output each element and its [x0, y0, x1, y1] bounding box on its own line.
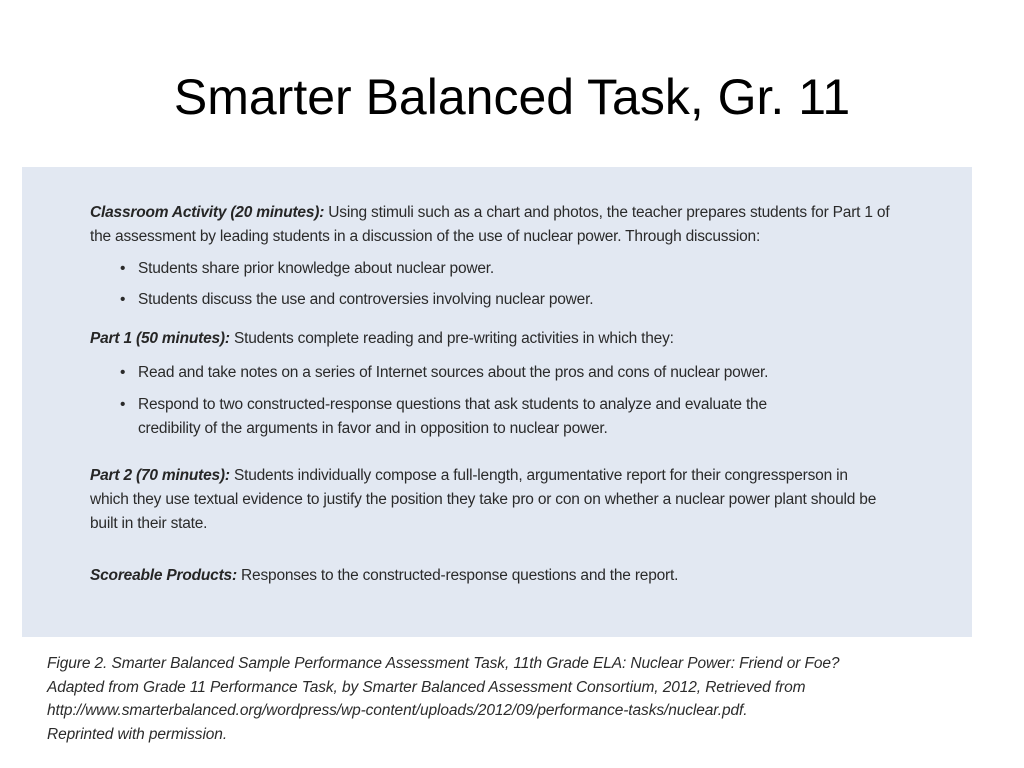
- part1-text: Students complete reading and pre-writing activities in which they:: [229, 330, 674, 347]
- slide-title: Smarter Balanced Task, Gr. 11: [173, 69, 851, 125]
- part2-paragraph: [90, 464, 880, 536]
- bullet-icon: •: [120, 364, 126, 381]
- caption-line: Figure 2. Smarter Balanced Sample Performance Assessment Task, 11th Grade ELA: Nuclear Power: Friend or Foe?: [47, 655, 840, 672]
- bullet-icon: •: [120, 396, 126, 413]
- bullet-text: Students share prior knowledge about nuclear power.: [138, 260, 495, 277]
- part1-label: Part 1 (50 minutes):: [90, 330, 230, 347]
- bullet-text: Respond to two constructed-response questions that ask students to analyze and evaluate the credibility of the arguments in favor and in opposition to nuclear power.: [138, 396, 767, 437]
- list-item: [90, 393, 830, 441]
- classroom-activity-bullets: [90, 257, 920, 312]
- list-item: [90, 288, 920, 312]
- classroom-activity-text: Using stimuli such as a chart and photos, the teacher prepares students for Part 1 of the assessment by leading students in a discussion of the use of nuclear power. Through discussion:: [90, 204, 890, 245]
- bullet-icon: •: [120, 291, 126, 308]
- figure-caption: [47, 652, 987, 746]
- bullet-icon: •: [120, 260, 126, 277]
- bullet-text: Students discuss the use and controversies involving nuclear power.: [138, 291, 594, 308]
- part1-bullets: [90, 361, 830, 441]
- bullet-text: Read and take notes on a series of Internet sources about the pros and cons of nuclear power.: [138, 364, 769, 381]
- list-item: [90, 257, 920, 281]
- scoreable-products-paragraph: [90, 564, 920, 588]
- part2-label: Part 2 (70 minutes):: [90, 467, 230, 484]
- classroom-activity-label: Classroom Activity (20 minutes):: [90, 204, 325, 221]
- scoreable-products-label: Scoreable Products:: [90, 567, 237, 584]
- classroom-activity-paragraph: [90, 201, 912, 249]
- list-item: [90, 361, 830, 385]
- scoreable-products-text: Responses to the constructed-response questions and the report.: [236, 567, 679, 584]
- caption-line: Reprinted with permission.: [47, 725, 228, 743]
- task-description-panel: [22, 167, 972, 637]
- caption-source-url: http://www.smarterbalanced.org/wordpress/wp-content/uploads/2012/09/performance-tasks/nuclear.pdf.: [47, 702, 748, 719]
- part1-paragraph: [90, 327, 920, 351]
- part2-text: Students individually compose a full-length, argumentative report for their congressperson in which they use textual evidence to justify the position they take pro or con on whether a nuclear power plant should be built in their state.: [90, 467, 877, 532]
- caption-line: Adapted from Grade 11 Performance Task, by Smarter Balanced Assessment Consortium, 2012, Retrieved from: [47, 678, 806, 696]
- task-description-body: [90, 201, 920, 588]
